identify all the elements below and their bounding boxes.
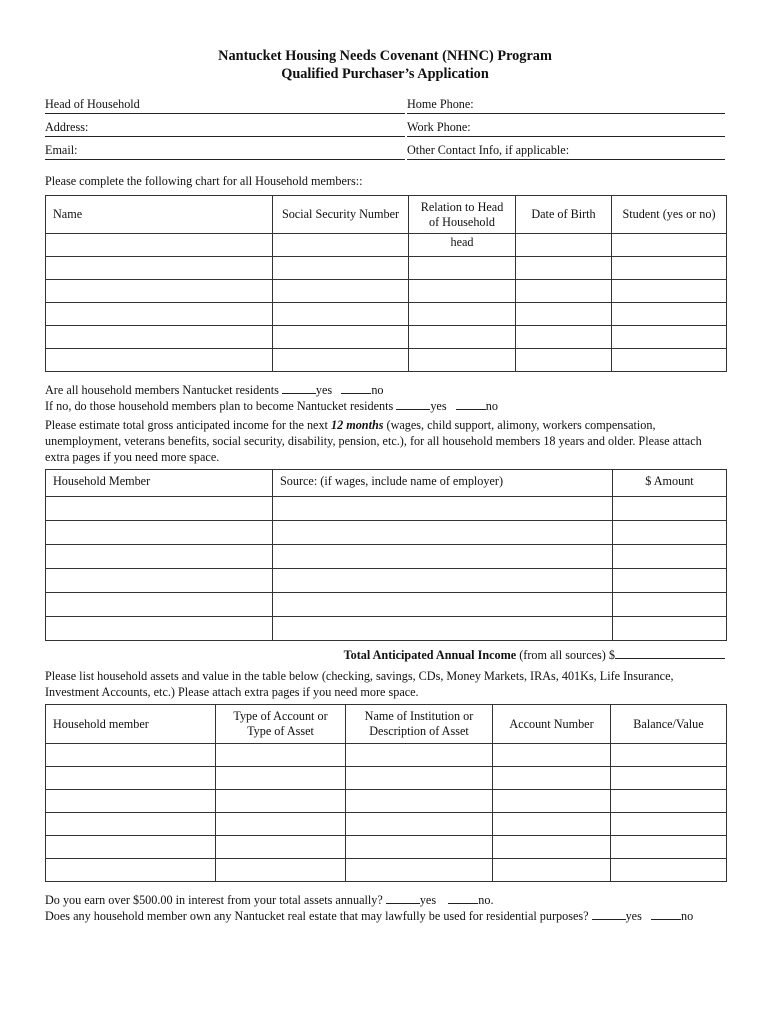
income-instructions [45,417,725,465]
household-members-table [45,195,727,372]
source-cell[interactable] [273,569,613,593]
real-estate-yes-blank[interactable] [592,907,626,920]
asset-member-cell[interactable] [46,859,216,882]
balance-cell[interactable] [611,790,727,813]
income-table [45,469,727,641]
header-asset-member: Household member [46,705,216,744]
email-line [45,159,405,160]
other-contact-label: Other Contact Info, if applicable: [407,143,570,157]
member-cell[interactable] [46,569,273,593]
balance-cell[interactable] [611,767,727,790]
institution-cell[interactable] [346,813,493,836]
table-row [46,859,727,882]
dob-cell[interactable] [516,257,612,280]
institution-cell[interactable] [346,744,493,767]
residency-q2-yes-label: yes [430,399,447,413]
total-income-rest: (from all sources) $ [516,648,615,662]
ssn-cell[interactable] [273,257,409,280]
amount-cell[interactable] [613,593,727,617]
total-income-label: Total Anticipated Annual Income [343,648,517,662]
balance-cell[interactable] [611,859,727,882]
other-contact-field[interactable] [407,143,725,160]
table-row [46,326,727,349]
income-intro-emphasis: 12 months [330,418,384,432]
table-row [46,617,727,641]
table-row [46,257,727,280]
dob-cell[interactable] [516,349,612,372]
asset-member-cell[interactable] [46,836,216,859]
asset-type-cell[interactable] [216,859,346,882]
table-row [46,813,727,836]
table-row [46,767,727,790]
address-label: Address: [45,120,89,134]
amount-cell[interactable] [613,617,727,641]
work-phone-label: Work Phone: [407,120,471,134]
household-intro: Please complete the following chart for all Household members:: [45,174,363,188]
member-cell[interactable] [46,521,273,545]
table-row [46,280,727,303]
income-header-row [46,470,727,497]
ssn-cell[interactable] [273,280,409,303]
name-cell[interactable] [46,303,273,326]
interest-question [45,891,494,908]
account-number-cell[interactable] [493,813,611,836]
source-cell[interactable] [273,617,613,641]
header-asset-type: Type of Account or Type of Asset [216,705,346,744]
student-cell[interactable] [612,234,727,257]
asset-type-cell[interactable] [216,813,346,836]
name-cell[interactable] [46,257,273,280]
assets-header-row [46,705,727,744]
home-phone-line [407,113,725,114]
source-cell[interactable] [273,545,613,569]
relation-cell[interactable]: head [409,234,516,257]
amount-cell[interactable] [613,569,727,593]
table-row [46,569,727,593]
asset-member-cell[interactable] [46,744,216,767]
institution-cell[interactable] [346,790,493,813]
ssn-cell[interactable] [273,234,409,257]
assets-table [45,704,727,882]
address-field[interactable] [45,120,405,137]
student-cell[interactable] [612,257,727,280]
source-cell[interactable] [273,497,613,521]
work-phone-field[interactable] [407,120,725,137]
residency-q2-text: If no, do those household members plan to become Nantucket residents [45,399,397,413]
email-field[interactable] [45,143,405,160]
table-row [46,234,727,257]
table-row [46,593,727,617]
asset-member-cell[interactable] [46,767,216,790]
amount-cell[interactable] [613,521,727,545]
income-intro-after: (wages, child support, alimony, workers compensation, unemployment, veterans benefits, social security, disability, pension, etc.), for all household members 18 years and older. Please attach extra pages if you need more space. [45,418,702,464]
name-cell[interactable] [46,349,273,372]
member-cell[interactable] [46,617,273,641]
header-ssn: Social Security Number [273,196,409,234]
residency-q1-text: Are all household members Nantucket residents [45,383,282,397]
account-number-cell[interactable] [493,836,611,859]
home-phone-label: Home Phone: [407,97,474,111]
balance-cell[interactable] [611,836,727,859]
real-estate-no-blank[interactable] [651,907,681,920]
residency-q2-no-label: no [485,399,498,413]
header-account-number: Account Number [493,705,611,744]
asset-type-cell[interactable] [216,836,346,859]
head-of-household-label: Head of Household [45,97,140,111]
relation-cell[interactable] [409,326,516,349]
account-number-cell[interactable] [493,790,611,813]
dob-cell[interactable] [516,326,612,349]
address-line [45,136,405,137]
interest-yes-label: yes [419,893,437,907]
email-label: Email: [45,143,78,157]
asset-type-cell[interactable] [216,767,346,790]
asset-type-cell[interactable] [216,790,346,813]
residency-q1-no-blank[interactable] [341,381,371,394]
real-estate-yes-label: yes [625,909,642,923]
ssn-cell[interactable] [273,303,409,326]
header-student: Student (yes or no) [612,196,727,234]
institution-cell[interactable] [346,859,493,882]
residency-question-1 [45,381,384,398]
household-header-row [46,196,727,234]
residency-q2-no-blank[interactable] [456,397,486,410]
account-number-cell[interactable] [493,767,611,790]
table-row [46,303,727,326]
head-of-household-field[interactable] [45,97,405,114]
form-title: Nantucket Housing Needs Covenant (NHNC) Program [218,48,552,64]
relation-cell[interactable] [409,349,516,372]
income-intro-before: Please estimate total gross anticipated income for the next [45,418,331,432]
header-balance: Balance/Value [611,705,727,744]
assets-instructions: Please list household assets and value in the table below (checking, savings, CDs, Money Markets, IRAs, 401Ks, Life Insurance, Investment Accounts, etc.) Please attach extra pages if you need more space. [45,669,674,699]
residency-q1-yes-label: yes [315,383,333,397]
header-relation: Relation to Head of Household [409,196,516,234]
work-phone-line [407,136,725,137]
table-row [46,836,727,859]
header-institution: Name of Institution or Description of Asset [346,705,493,744]
residency-q1-yes-blank[interactable] [282,381,316,394]
total-income-blank[interactable] [615,646,725,659]
name-cell[interactable] [46,234,273,257]
student-cell[interactable] [612,349,727,372]
table-row [46,545,727,569]
dob-cell[interactable] [516,280,612,303]
ssn-cell[interactable] [273,326,409,349]
header-source: Source: (if wages, include name of employer) [273,470,613,497]
interest-q-text: Do you earn over $500.00 in interest from your total assets annually? [45,893,386,907]
other-contact-line [407,159,725,160]
balance-cell[interactable] [611,813,727,836]
dob-cell[interactable] [516,303,612,326]
amount-cell[interactable] [613,497,727,521]
interest-yes-blank[interactable] [386,891,420,904]
name-cell[interactable] [46,280,273,303]
institution-cell[interactable] [346,836,493,859]
table-row [46,349,727,372]
real-estate-q-text: Does any household member own any Nantucket real estate that may lawfully be used for residential purposes? [45,909,592,923]
source-cell[interactable] [273,521,613,545]
member-cell[interactable] [46,593,273,617]
institution-cell[interactable] [346,767,493,790]
total-income-line [45,646,725,663]
residency-q2-yes-blank[interactable] [396,397,430,410]
table-row [46,790,727,813]
table-row [46,521,727,545]
student-cell[interactable] [612,280,727,303]
interest-no-label: no. [478,893,494,907]
residency-q1-no-label: no [371,383,384,397]
amount-cell[interactable] [613,545,727,569]
member-cell[interactable] [46,545,273,569]
home-phone-field[interactable] [407,97,725,114]
asset-member-cell[interactable] [46,813,216,836]
header-name: Name [46,196,273,234]
account-number-cell[interactable] [493,859,611,882]
member-cell[interactable] [46,497,273,521]
relation-cell[interactable] [409,257,516,280]
real-estate-no-label: no [680,909,694,923]
residency-question-2 [45,397,498,414]
table-row [46,744,727,767]
header-dob: Date of Birth [516,196,612,234]
form-subtitle: Qualified Purchaser’s Application [281,66,489,82]
asset-member-cell[interactable] [46,790,216,813]
name-cell[interactable] [46,326,273,349]
student-cell[interactable] [612,326,727,349]
source-cell[interactable] [273,593,613,617]
head-of-household-line [45,113,405,114]
student-cell[interactable] [612,303,727,326]
relation-cell[interactable] [409,280,516,303]
real-estate-question [45,907,693,924]
asset-type-cell[interactable] [216,744,346,767]
header-household-member: Household Member [46,470,273,497]
balance-cell[interactable] [611,744,727,767]
relation-cell[interactable] [409,303,516,326]
dob-cell[interactable] [516,234,612,257]
ssn-cell[interactable] [273,349,409,372]
account-number-cell[interactable] [493,744,611,767]
interest-no-blank[interactable] [448,891,478,904]
table-row [46,497,727,521]
header-amount: $ Amount [613,470,727,497]
